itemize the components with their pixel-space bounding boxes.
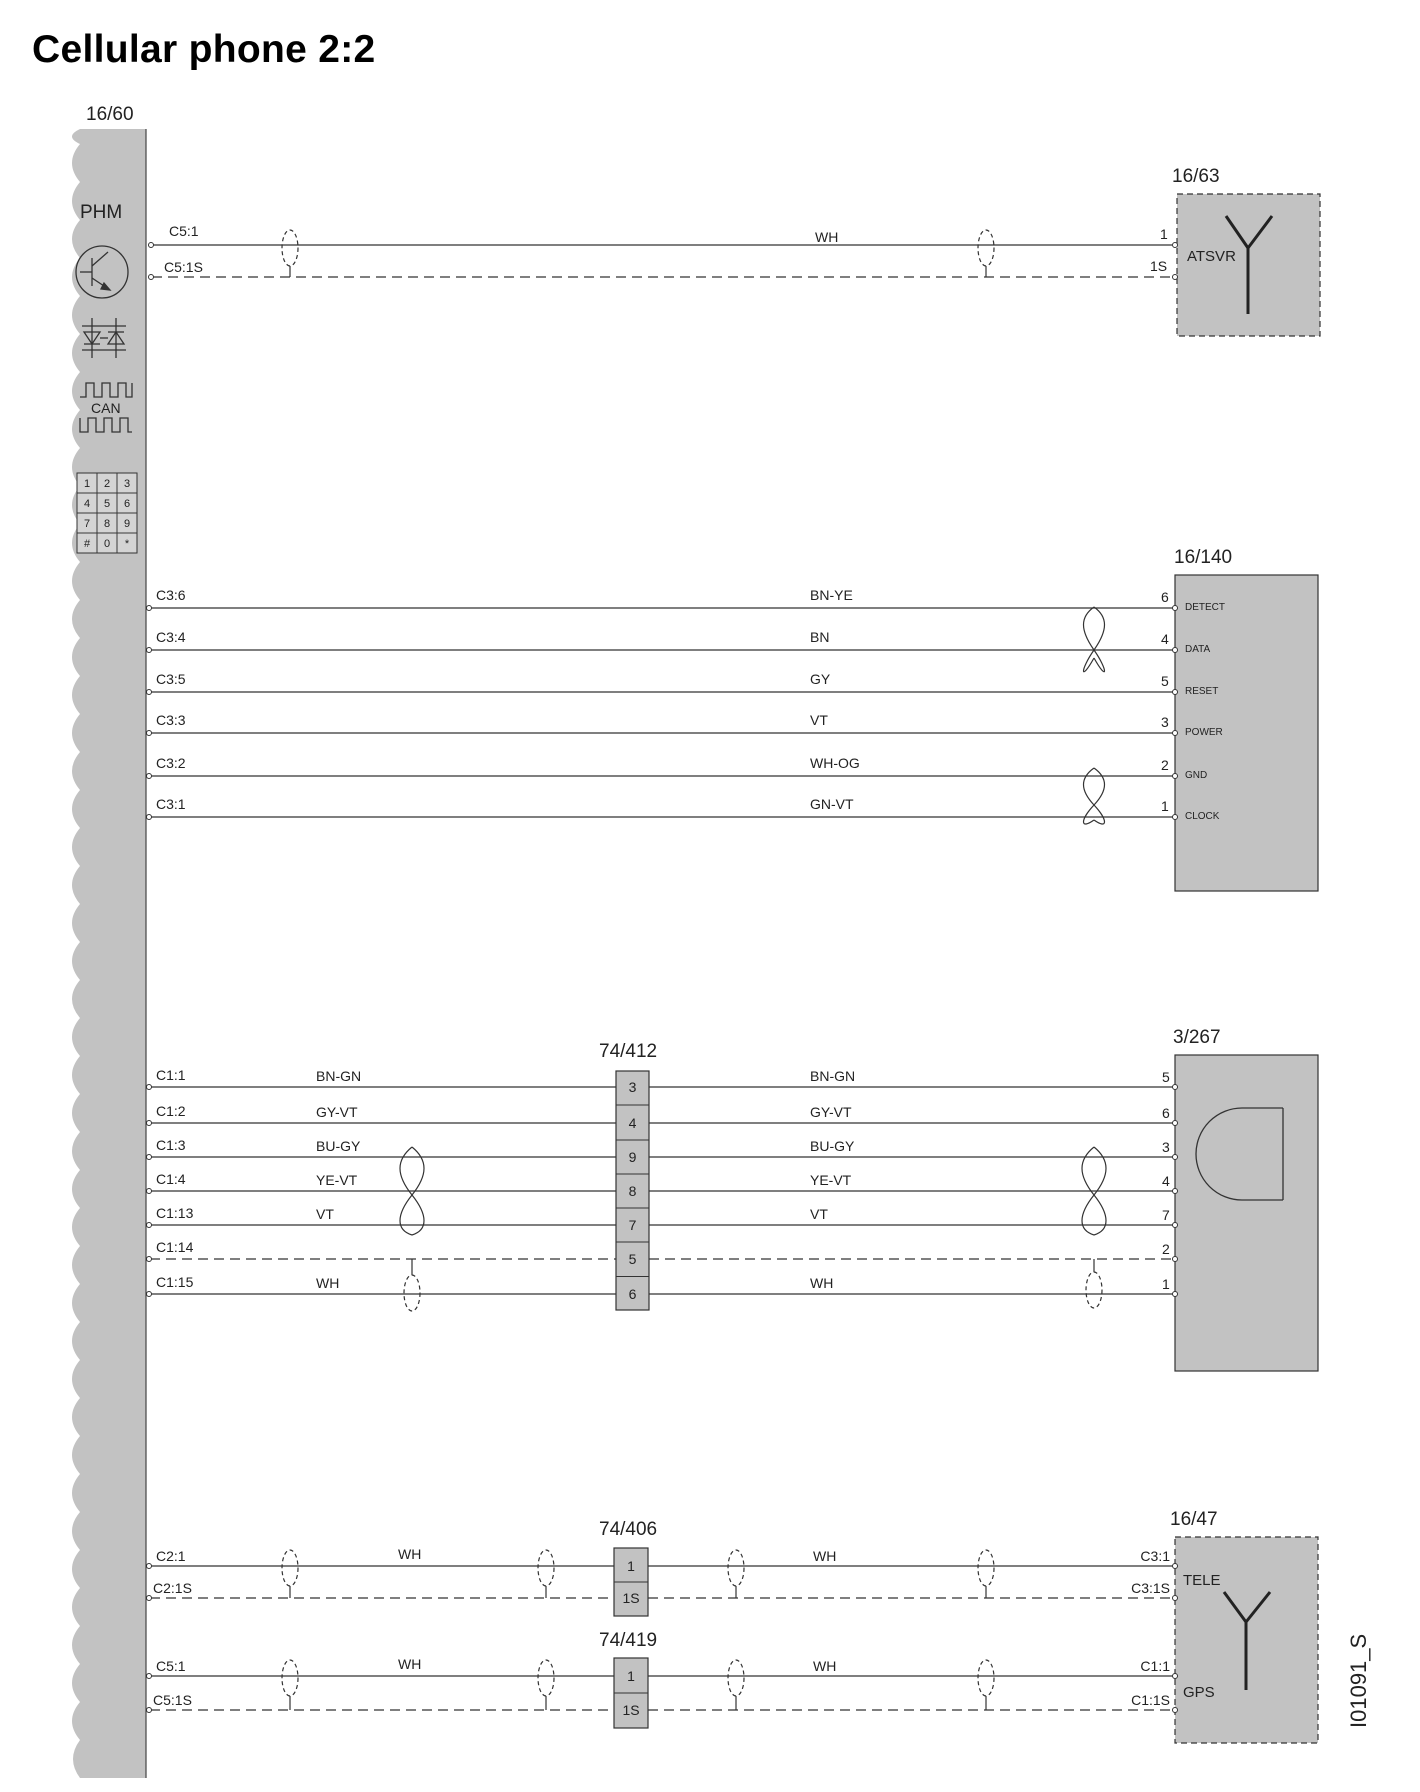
- wire-color: YE-VT: [810, 1172, 852, 1188]
- pin-dot: [147, 1292, 152, 1297]
- connector-ref: 74/419: [599, 1630, 658, 1651]
- pin-dot: [1173, 606, 1178, 611]
- pin-number: 1: [1160, 226, 1168, 242]
- wire-color: BN-YE: [810, 587, 853, 603]
- signal-name: DETECT: [1185, 602, 1225, 613]
- gps-label: GPS: [1183, 1684, 1215, 1701]
- wire-color: VT: [316, 1206, 334, 1222]
- wire-color: WH: [810, 1275, 834, 1291]
- pin-dot: [1173, 1155, 1178, 1160]
- wire-color: BN-GN: [316, 1068, 362, 1084]
- wire-color: WH: [398, 1546, 422, 1562]
- wire-color: BU-GY: [316, 1138, 361, 1154]
- pin-dot: [1173, 1257, 1178, 1262]
- pin-number: 5: [1161, 673, 1169, 689]
- keypad-key: 4: [83, 498, 91, 510]
- pin-number: C1:1: [1140, 1658, 1170, 1674]
- wire-from: C1:1: [156, 1067, 186, 1083]
- wire-color: VT: [810, 712, 828, 728]
- pin-dot: [147, 1257, 152, 1262]
- wire-color: BN-GN: [810, 1068, 856, 1084]
- connector-pin: 1S: [622, 1702, 640, 1718]
- wire-color: GY-VT: [810, 1104, 852, 1120]
- connector-ref: 74/412: [599, 1041, 658, 1062]
- pin-dot: [1173, 1189, 1178, 1194]
- pin-dot: [1173, 774, 1178, 779]
- atsvr-pin-dot: [149, 243, 154, 248]
- pin-dot: [147, 690, 152, 695]
- keypad-icon: [77, 473, 137, 553]
- shield-ground-icon: [290, 266, 986, 277]
- keypad-key: 6: [123, 498, 131, 510]
- pin-dot: [1173, 731, 1178, 736]
- pin-number: 1: [1162, 1276, 1170, 1292]
- pin-dot: [147, 1564, 152, 1569]
- pin-dot: [147, 1674, 152, 1679]
- shield-icon: [404, 1272, 1102, 1311]
- signal-name: CLOCK: [1185, 811, 1220, 822]
- wire-from: C1:14: [156, 1239, 194, 1255]
- keypad-key: 7: [83, 518, 91, 530]
- pin-dot: [147, 1155, 152, 1160]
- atsvr-pin-dot: [1173, 243, 1178, 248]
- pin-number: 3: [1161, 714, 1169, 730]
- wire-color: WH-OG: [810, 755, 860, 771]
- pin-dot: [147, 1596, 152, 1601]
- keypad-key: 3: [123, 478, 131, 490]
- keypad-key: 0: [103, 538, 111, 550]
- connector-pin: 1: [627, 1668, 635, 1684]
- pin-dot: [147, 1121, 152, 1126]
- pin-dot: [1173, 690, 1178, 695]
- keypad-key: 1: [83, 478, 91, 490]
- tele-label: TELE: [1183, 1572, 1221, 1589]
- pin-number: 2: [1161, 757, 1169, 773]
- atsvr-name: ATSVR: [1187, 248, 1236, 265]
- shield-icon: [978, 1660, 994, 1696]
- pin-dot: [147, 606, 152, 611]
- wire-from: C2:1S: [153, 1580, 192, 1596]
- keypad-key: *: [124, 538, 130, 550]
- wire-from: C3:1: [156, 796, 186, 812]
- atsvr-group: [149, 166, 1321, 336]
- wire-from: C1:15: [156, 1274, 194, 1290]
- antenna-ref: 16/47: [1170, 1509, 1218, 1530]
- wire-color: WH: [316, 1275, 340, 1291]
- pin-dot: [147, 731, 152, 736]
- wire-from: C5:1S: [153, 1692, 192, 1708]
- connector-pin: 7: [628, 1217, 637, 1233]
- wire-color: BN: [810, 629, 830, 645]
- pin-number: C3:1S: [1131, 1580, 1170, 1596]
- pin-number: 2: [1162, 1241, 1170, 1257]
- signal-name: DATA: [1185, 644, 1211, 655]
- atsvr-ref: 16/63: [1172, 166, 1220, 187]
- module-name: PHM: [80, 202, 123, 223]
- connector-pin: 1: [627, 1558, 635, 1574]
- wire-color: WH: [813, 1548, 837, 1564]
- atsvr-pin-dot: [149, 275, 154, 280]
- wire-from: C5:1: [169, 223, 199, 239]
- pin-dot: [1173, 1708, 1178, 1713]
- wire-color: GY-VT: [316, 1104, 358, 1120]
- mic-group: [147, 1027, 1319, 1371]
- wire-color: GY: [810, 671, 831, 687]
- connector-pin: 3: [628, 1079, 637, 1095]
- wire-from: C2:1: [156, 1548, 186, 1564]
- keypad-key: 8: [103, 518, 111, 530]
- signal-name: GND: [1185, 770, 1208, 781]
- connector-pin: 1S: [622, 1590, 640, 1606]
- pin-dot: [1173, 648, 1178, 653]
- shield-icon: [282, 1550, 298, 1586]
- pin-dot: [147, 1189, 152, 1194]
- shield-icon: [978, 1550, 994, 1586]
- pin-number: 5: [1162, 1069, 1170, 1085]
- wire-from: C3:4: [156, 629, 186, 645]
- connector-pin: 4: [628, 1115, 637, 1131]
- pin-dot: [1173, 1292, 1178, 1297]
- shield-icon: [728, 1550, 744, 1586]
- pin-number: 3: [1162, 1139, 1170, 1155]
- c140-group: [147, 547, 1319, 891]
- pin-dot: [1173, 1596, 1178, 1601]
- wire-from: C3:6: [156, 587, 186, 603]
- pin-dot: [1173, 1121, 1178, 1126]
- wire-color: WH: [398, 1656, 422, 1672]
- pin-number: 4: [1162, 1173, 1170, 1189]
- pin-number: 7: [1162, 1207, 1170, 1223]
- c140-ref: 16/140: [1174, 547, 1233, 568]
- wire-from: C1:4: [156, 1171, 186, 1187]
- shield-icon: [538, 1550, 554, 1586]
- twisted-pair-icon: [1084, 607, 1105, 824]
- connector-pin: 9: [628, 1149, 637, 1165]
- pin-number: 4: [1161, 631, 1169, 647]
- connector-pin: 5: [628, 1251, 637, 1267]
- pin-dot: [1173, 1085, 1178, 1090]
- pin-dot: [147, 1085, 152, 1090]
- connector-ref: 74/406: [599, 1519, 658, 1540]
- keypad-key: 2: [103, 478, 111, 490]
- pin-number: 1: [1161, 798, 1169, 814]
- pin-number: 1S: [1150, 258, 1168, 274]
- wire-from: C1:13: [156, 1205, 194, 1221]
- mic-ref: 3/267: [1173, 1027, 1221, 1048]
- wire-color: YE-VT: [316, 1172, 358, 1188]
- wire-from: C3:5: [156, 671, 186, 687]
- pin-dot: [147, 815, 152, 820]
- module-body: [72, 129, 146, 1778]
- pin-dot: [147, 1223, 152, 1228]
- can-label: CAN: [91, 400, 121, 416]
- wire-color: GN-VT: [810, 796, 854, 812]
- wire-color: WH: [813, 1658, 837, 1674]
- pin-dot: [1173, 1674, 1178, 1679]
- wire-from: C5:1: [156, 1658, 186, 1674]
- pin-dot: [147, 648, 152, 653]
- shield-icon: [728, 1660, 744, 1696]
- pin-dot: [1173, 815, 1178, 820]
- pin-number: C3:1: [1140, 1548, 1170, 1564]
- pin-dot: [1173, 1223, 1178, 1228]
- shield-icon: [282, 230, 994, 266]
- shield-icon: [282, 1660, 298, 1696]
- wire-color: BU-GY: [810, 1138, 855, 1154]
- wire-from: C3:3: [156, 712, 186, 728]
- image-id-label: I01091_S: [1346, 1633, 1371, 1728]
- pin-dot: [147, 1708, 152, 1713]
- wire-from: C3:2: [156, 755, 186, 771]
- pin-number: 6: [1161, 589, 1169, 605]
- page-title: Cellular phone 2:2: [32, 28, 376, 71]
- pin-number: 6: [1162, 1105, 1170, 1121]
- wire-color: WH: [815, 229, 839, 245]
- atsvr-pin-dot: [1173, 275, 1178, 280]
- wire-color: VT: [810, 1206, 828, 1222]
- pin-dot: [1173, 1564, 1178, 1569]
- keypad-key: 5: [103, 498, 111, 510]
- mic-box: [1175, 1055, 1318, 1371]
- keypad-key: 9: [123, 518, 131, 530]
- wire-from: C5:1S: [164, 259, 203, 275]
- antenna-group: [147, 1509, 1319, 1743]
- wire-from: C1:2: [156, 1103, 186, 1119]
- signal-name: RESET: [1185, 686, 1219, 697]
- wire-from: C1:3: [156, 1137, 186, 1153]
- connector-pin: 8: [628, 1183, 637, 1199]
- connector-pin: 6: [628, 1286, 637, 1302]
- keypad-key: #: [83, 538, 91, 550]
- shield-icon: [538, 1660, 554, 1696]
- pin-dot: [147, 774, 152, 779]
- shield-ground-icon: [412, 1259, 1094, 1275]
- pin-number: C1:1S: [1131, 1692, 1170, 1708]
- signal-name: POWER: [1185, 727, 1223, 738]
- module-ref: 16/60: [86, 104, 134, 125]
- module-16-60: [72, 104, 146, 1778]
